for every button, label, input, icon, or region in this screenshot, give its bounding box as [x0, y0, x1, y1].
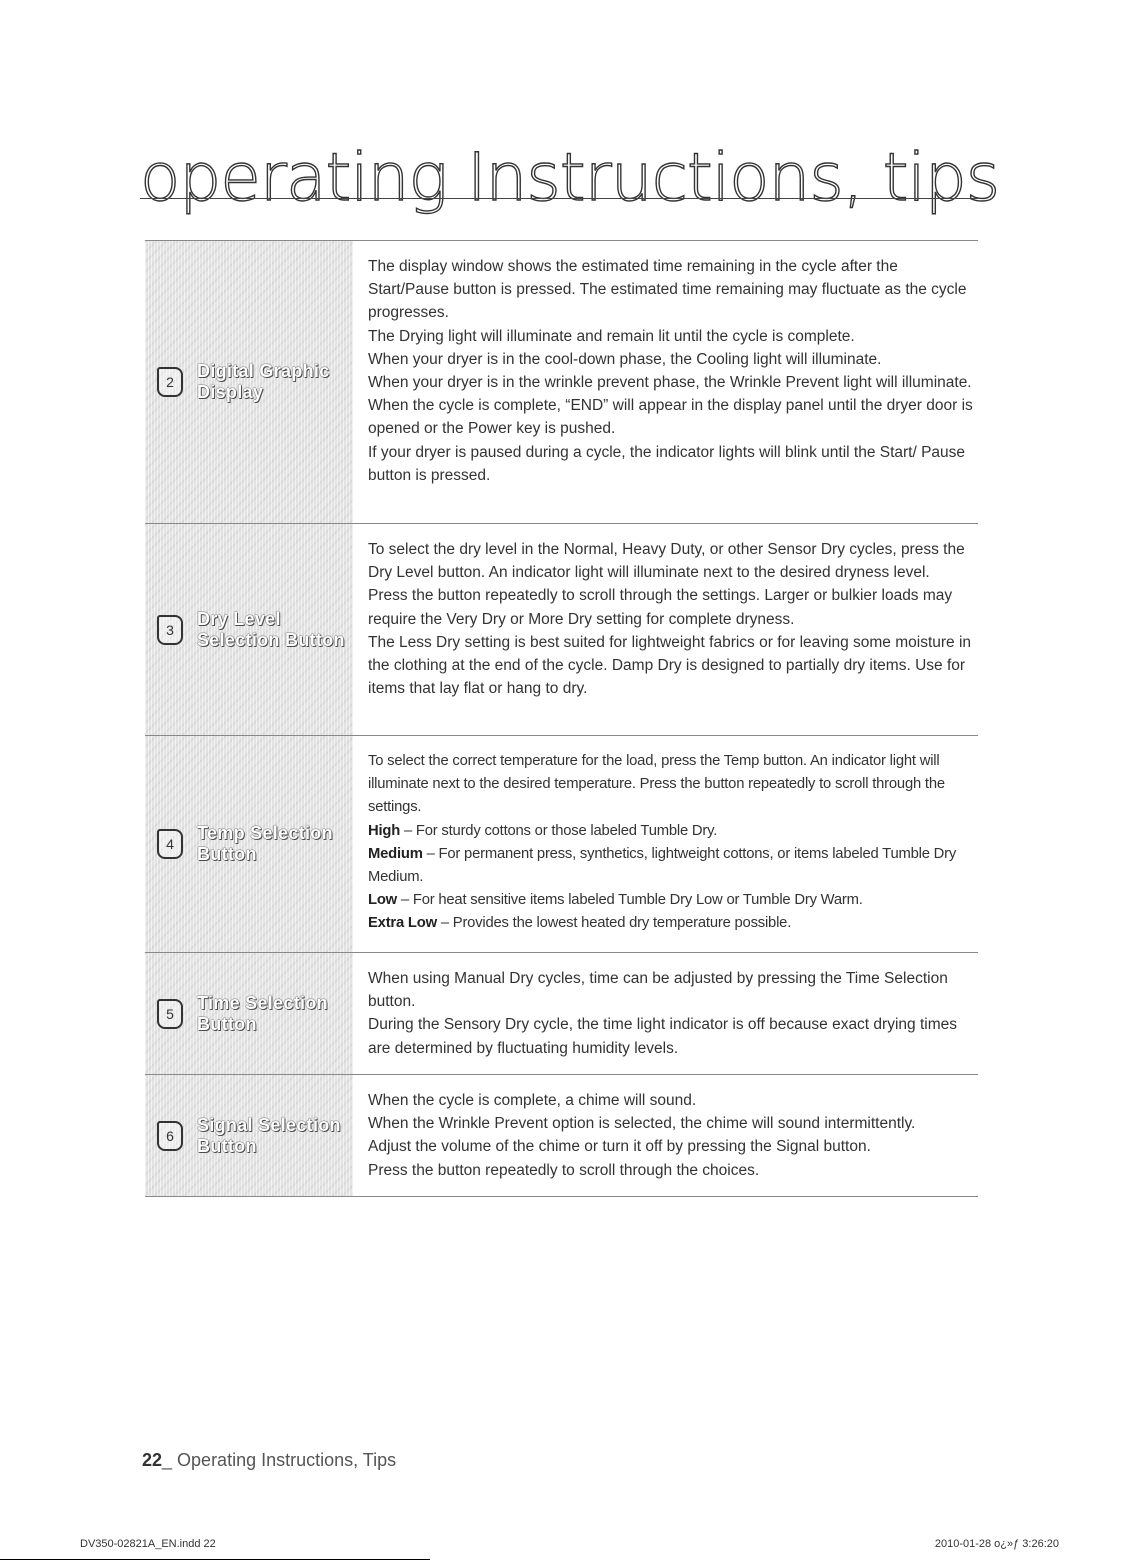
row-label: Signal Selection Button: [197, 1114, 341, 1156]
number-badge: 6: [157, 1121, 183, 1151]
number-badge: 3: [157, 615, 183, 645]
file-info: DV350-02821A_EN.indd 22: [80, 1538, 216, 1550]
description-paragraph: When the cycle is complete, a chime will sound.: [368, 1092, 697, 1109]
number-badge: 5: [157, 999, 183, 1029]
row-label-cell: [145, 736, 353, 952]
setting-low: Low – For heat sensitive items labeled Tumble Dry Low or Tumble Dry Warm.: [368, 892, 863, 909]
description-paragraph: Press the button repeatedly to scroll through the choices.: [368, 1161, 760, 1179]
description-paragraph: When your dryer is in the cool-down phase, the Cooling light will illuminate.: [368, 350, 882, 368]
description-paragraph: To select the correct temperature for the load, press the Temp button. An indicator light will illuminate next to the desired temperature. Press the button repeatedly to scroll through the settings.: [368, 753, 945, 816]
instruction-row-time-selection: [145, 953, 978, 1075]
setting-medium: Medium – For permanent press, synthetics, lightweight cottons, or items labeled Tumble Dry Medium.: [368, 845, 957, 886]
row-label-cell: [145, 524, 353, 735]
setting-high: High – For sturdy cottons or those labeled Tumble Dry.: [368, 822, 718, 839]
description-paragraph: To select the dry level in the Normal, Heavy Duty, or other Sensor Dry cycles, press the Dry Level button. An indicator light will illuminate next to the desired dryness level.: [368, 541, 965, 582]
description-paragraph: When the Wrinkle Prevent option is selected, the chime will sound intermittently.: [368, 1115, 916, 1133]
description-paragraph: When using Manual Dry cycles, time can be adjusted by pressing the Time Selection button.: [368, 970, 948, 1011]
title-underline: [140, 198, 978, 199]
description-paragraph: Adjust the volume of the chime or turn it off by pressing the Signal button.: [368, 1138, 871, 1156]
description-paragraph: The Drying light will illuminate and remain lit until the cycle is complete.: [368, 327, 855, 345]
row-description: [353, 1075, 978, 1196]
description-paragraph: The Less Dry setting is best suited for lightweight fabrics or for leaving some moisture in the clothing at the end of the cycle. Damp Dry is designed to partially dry items. Use for items that lay flat or hang to dry.: [368, 633, 972, 698]
instruction-row-temp-selection: [145, 736, 978, 953]
instruction-row-signal-selection: [145, 1075, 978, 1197]
page-footer-label: _ Operating Instructions, Tips: [162, 1450, 397, 1470]
number-badge: 4: [157, 829, 183, 859]
page-footer: [142, 1450, 396, 1471]
description-paragraph: If your dryer is paused during a cycle, the indicator lights will blink until the Start/ Pause button is pressed.: [368, 443, 966, 484]
description-paragraph: The display window shows the estimated time remaining in the cycle after the Start/Pause button is pressed. The estimated time remaining may fluctuate as the cycle progresses.: [368, 258, 967, 322]
row-label-cell: [145, 241, 353, 523]
row-description: [353, 241, 978, 523]
print-date: 2010-01-28 ο¿»ƒ 3:26:20: [934, 1538, 1059, 1550]
instruction-table: [145, 240, 978, 1197]
page-number: 22: [142, 1450, 163, 1470]
row-label: Dry Level Selection Button: [197, 608, 345, 650]
setting-extra-low: Extra Low – Provides the lowest heated dry temperature possible.: [368, 915, 792, 932]
description-paragraph: When the cycle is complete, “END” will appear in the display panel until the dryer door is opened or the Power key is pushed.: [368, 397, 973, 438]
page-title: operating Instructions, tips: [140, 139, 1000, 216]
instruction-row-digital-graphic-display: [145, 240, 978, 524]
row-description: [353, 953, 978, 1074]
row-label: Digital Graphic Display: [197, 361, 330, 402]
number-badge: 2: [157, 367, 183, 397]
row-description: [353, 524, 978, 735]
bottom-rule: [0, 1559, 430, 1560]
description-paragraph: When your dryer is in the wrinkle prevent phase, the Wrinkle Prevent light will illuminate.: [368, 374, 972, 392]
instruction-row-dry-level: [145, 524, 978, 736]
row-label: Temp Selection Button: [197, 823, 333, 864]
description-paragraph: During the Sensory Dry cycle, the time light indicator is off because exact drying times are determined by fluctuating humidity levels.: [368, 1016, 957, 1057]
description-paragraph: Press the button repeatedly to scroll through the settings. Larger or bulkier loads may require the Very Dry or More Dry setting for complete dryness.: [368, 587, 953, 628]
row-label: Time Selection Button: [197, 992, 328, 1034]
row-description: [353, 736, 978, 952]
row-label-cell: [145, 1075, 353, 1196]
row-label-cell: [145, 953, 353, 1074]
